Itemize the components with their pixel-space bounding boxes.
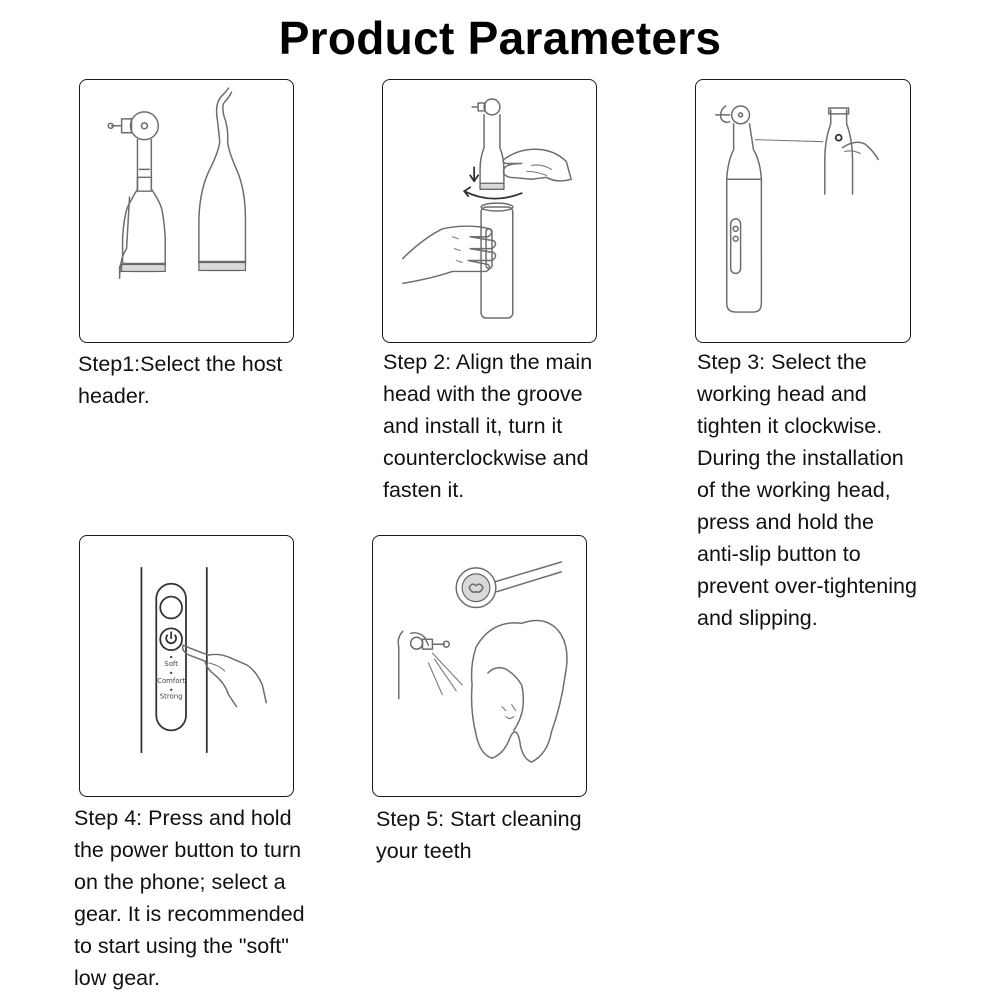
pressing-hand: [183, 645, 267, 706]
step-4-caption: Step 4: Press and hold the power button to turn on the phone; select a gear. It is recommended to start using the "soft" low gear.: [74, 806, 305, 990]
page-title: Product Parameters: [278, 12, 722, 64]
step-1-caption: Step1:Select the host header.: [78, 352, 283, 408]
power-icon: [166, 632, 176, 643]
step-2-illustration: [383, 80, 596, 342]
step-5-caption: Step 5: Start cleaning your teeth: [376, 807, 582, 863]
zoom-line: [755, 140, 822, 142]
step-3-caption: Step 3: Select the working head and tighten it clockwise. During the installation of the working head, press and hold the anti-slip button to prevent over-tightening and slipping.: [697, 350, 917, 630]
step-2-caption: Step 2: Align the main head with the groove and install it, turn it counterclockwise and fasten it.: [383, 350, 593, 502]
step-1-illustration: [80, 80, 293, 342]
hand-top: [503, 149, 571, 181]
handpiece-with-head: [108, 112, 165, 278]
gear-label-soft: Soft: [164, 660, 178, 668]
second-handpiece: [199, 88, 246, 270]
step-3-illustration-card: [695, 79, 911, 343]
gear-label-comfort: Comfort: [157, 676, 186, 685]
handpiece-full: [716, 106, 762, 312]
step-5-illustration: [373, 536, 586, 796]
step-1-illustration-card: [79, 79, 294, 343]
gear-label-strong: Strong: [159, 692, 183, 701]
handpiece-cleaning: [398, 631, 462, 698]
step-3-illustration: [696, 80, 910, 342]
step-4-illustration-card: [79, 535, 294, 797]
tooth-outline: [472, 621, 567, 763]
step-4-illustration: [80, 536, 293, 796]
zoom-detail: [825, 108, 879, 194]
control-panel: [156, 584, 186, 731]
dental-mirror: [456, 562, 561, 608]
step-2-illustration-card: [382, 79, 597, 343]
step-5-illustration-card: [372, 535, 587, 797]
